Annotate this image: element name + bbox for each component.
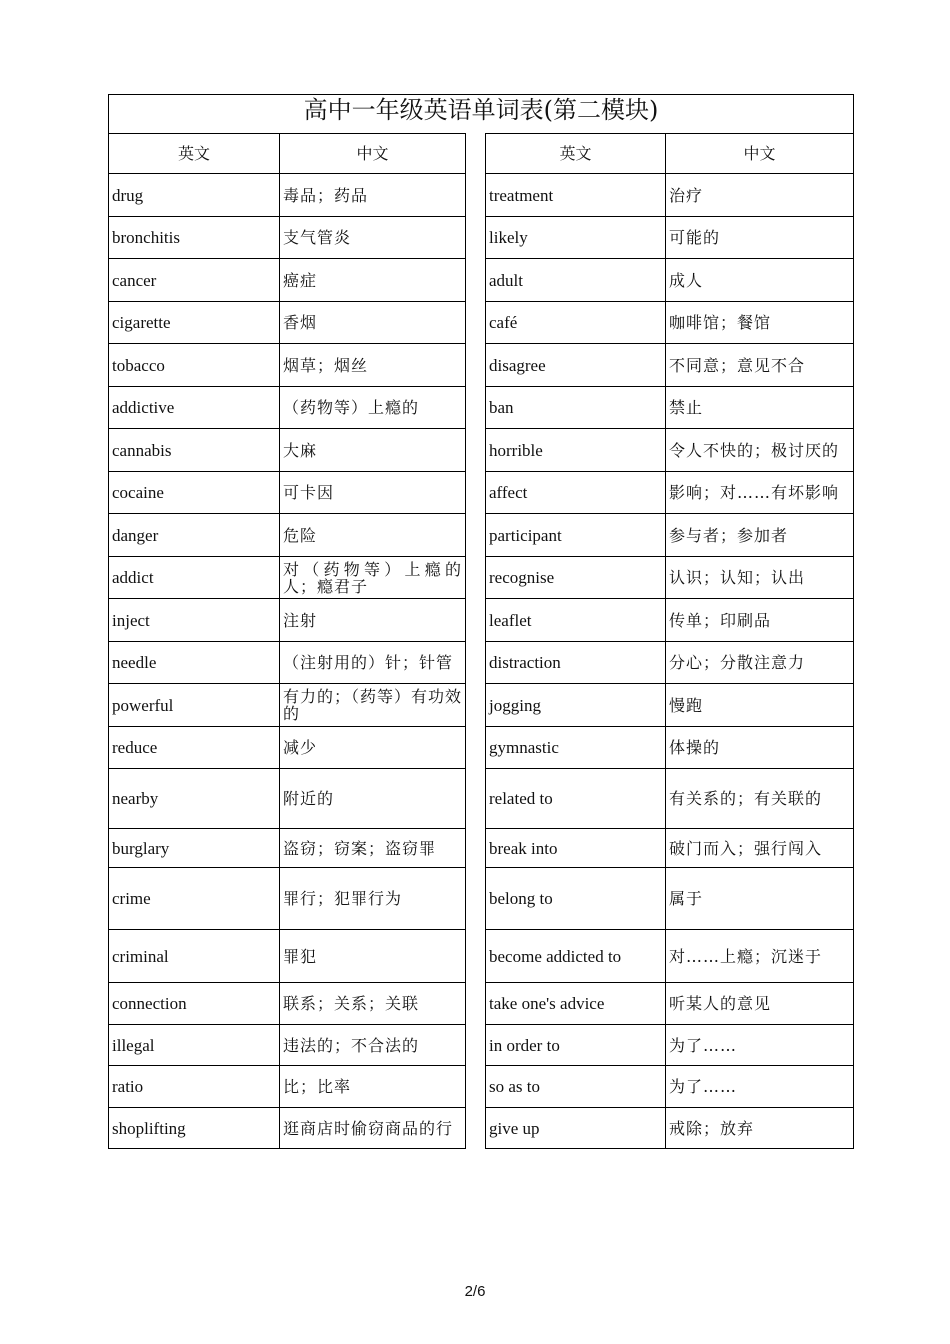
left-word-en: tobacco — [109, 344, 280, 387]
column-gap — [466, 642, 486, 684]
left-word-zh: 注射 — [280, 599, 466, 642]
right-word-en: become addicted to — [486, 930, 666, 983]
column-gap — [466, 387, 486, 429]
column-gap — [466, 429, 486, 472]
left-word-zh: 罪犯 — [280, 930, 466, 983]
left-word-en: cancer — [109, 259, 280, 302]
right-word-zh: 影响；对……有坏影响 — [666, 472, 854, 514]
column-gap — [466, 983, 486, 1025]
right-word-en: affect — [486, 472, 666, 514]
column-gap — [466, 684, 486, 727]
table-row — [109, 727, 854, 769]
left-word-en: crime — [109, 868, 280, 930]
column-gap — [466, 1025, 486, 1066]
left-word-zh: 对（药物等）上瘾的人；瘾君子 — [280, 557, 466, 599]
table-row — [109, 829, 854, 868]
left-word-zh: 大麻 — [280, 429, 466, 472]
table-row — [109, 1025, 854, 1066]
left-word-en: powerful — [109, 684, 280, 727]
left-word-zh: 减少 — [280, 727, 466, 769]
right-word-zh: 慢跑 — [666, 684, 854, 727]
column-gap — [466, 134, 486, 174]
left-word-en: shoplifting — [109, 1108, 280, 1149]
left-word-zh: 比；比率 — [280, 1066, 466, 1108]
right-word-zh: 为了…… — [666, 1066, 854, 1108]
left-word-en: cocaine — [109, 472, 280, 514]
right-word-en: gymnastic — [486, 727, 666, 769]
left-word-en: cigarette — [109, 302, 280, 344]
table-row — [109, 514, 854, 557]
right-header-en: 英文 — [486, 134, 666, 174]
right-word-zh: 咖啡馆；餐馆 — [666, 302, 854, 344]
column-gap — [466, 174, 486, 217]
header-row — [109, 134, 854, 174]
right-word-en: jogging — [486, 684, 666, 727]
left-word-zh: 危险 — [280, 514, 466, 557]
left-word-en: burglary — [109, 829, 280, 868]
table-row — [109, 344, 854, 387]
right-word-zh: 参与者；参加者 — [666, 514, 854, 557]
right-word-zh: 成人 — [666, 259, 854, 302]
column-gap — [466, 344, 486, 387]
page-number: 2/6 — [464, 1283, 486, 1300]
right-word-zh: 对……上瘾；沉迷于 — [666, 930, 854, 983]
table-row — [109, 429, 854, 472]
left-word-zh: 烟草；烟丝 — [280, 344, 466, 387]
left-word-en: inject — [109, 599, 280, 642]
left-word-zh: 盗窃；窃案；盗窃罪 — [280, 829, 466, 868]
column-gap — [466, 829, 486, 868]
column-gap — [466, 868, 486, 930]
left-word-en: bronchitis — [109, 217, 280, 259]
left-word-zh: 违法的；不合法的 — [280, 1025, 466, 1066]
right-word-en: ban — [486, 387, 666, 429]
right-word-en: likely — [486, 217, 666, 259]
right-word-en: belong to — [486, 868, 666, 930]
right-word-zh: 治疗 — [666, 174, 854, 217]
right-word-en: participant — [486, 514, 666, 557]
right-word-en: break into — [486, 829, 666, 868]
left-word-zh: 附近的 — [280, 769, 466, 829]
left-word-en: nearby — [109, 769, 280, 829]
right-word-zh: 认识；认知；认出 — [666, 557, 854, 599]
right-word-en: so as to — [486, 1066, 666, 1108]
column-gap — [466, 1108, 486, 1149]
left-header-zh: 中文 — [280, 134, 466, 174]
left-word-zh: 支气管炎 — [280, 217, 466, 259]
right-word-zh: 为了…… — [666, 1025, 854, 1066]
right-word-zh: 体操的 — [666, 727, 854, 769]
left-word-zh: （药物等）上瘾的 — [280, 387, 466, 429]
right-word-en: adult — [486, 259, 666, 302]
right-word-en: treatment — [486, 174, 666, 217]
table-row — [109, 557, 854, 599]
table-row — [109, 868, 854, 930]
right-word-zh: 破门而入；强行闯入 — [666, 829, 854, 868]
left-word-zh: 香烟 — [280, 302, 466, 344]
left-word-en: illegal — [109, 1025, 280, 1066]
table-row — [109, 642, 854, 684]
column-gap — [466, 930, 486, 983]
table-row — [109, 930, 854, 983]
right-word-zh: 禁止 — [666, 387, 854, 429]
right-word-en: in order to — [486, 1025, 666, 1066]
right-word-zh: 传单；印刷品 — [666, 599, 854, 642]
table-row — [109, 1108, 854, 1149]
left-word-en: criminal — [109, 930, 280, 983]
right-word-en: disagree — [486, 344, 666, 387]
right-word-zh: 听某人的意见 — [666, 983, 854, 1025]
right-word-en: take one's advice — [486, 983, 666, 1025]
left-word-zh: 可卡因 — [280, 472, 466, 514]
table-row — [109, 1066, 854, 1108]
column-gap — [466, 302, 486, 344]
table-row — [109, 259, 854, 302]
table-row — [109, 387, 854, 429]
column-gap — [466, 514, 486, 557]
left-word-en: drug — [109, 174, 280, 217]
right-header-zh: 中文 — [666, 134, 854, 174]
right-word-zh: 有关系的；有关联的 — [666, 769, 854, 829]
right-word-zh: 戒除；放弃 — [666, 1108, 854, 1149]
table-row — [109, 769, 854, 829]
column-gap — [466, 217, 486, 259]
left-word-zh: 癌症 — [280, 259, 466, 302]
right-word-en: horrible — [486, 429, 666, 472]
left-word-en: needle — [109, 642, 280, 684]
vocabulary-table — [108, 133, 854, 1149]
table-row — [109, 174, 854, 217]
column-gap — [466, 557, 486, 599]
left-word-zh: 逛商店时偷窃商品的行 — [280, 1108, 466, 1149]
column-gap — [466, 1066, 486, 1108]
sheet-title: 高中一年级英语单词表(第二模块) — [108, 94, 854, 133]
right-word-en: café — [486, 302, 666, 344]
table-row — [109, 217, 854, 259]
right-word-zh: 分心；分散注意力 — [666, 642, 854, 684]
column-gap — [466, 727, 486, 769]
right-word-en: recognise — [486, 557, 666, 599]
right-word-zh: 可能的 — [666, 217, 854, 259]
left-word-en: cannabis — [109, 429, 280, 472]
column-gap — [466, 599, 486, 642]
table-row — [109, 302, 854, 344]
table-row — [109, 983, 854, 1025]
right-word-en: related to — [486, 769, 666, 829]
left-word-en: danger — [109, 514, 280, 557]
left-word-zh: 罪行；犯罪行为 — [280, 868, 466, 930]
right-word-zh: 不同意；意见不合 — [666, 344, 854, 387]
column-gap — [466, 769, 486, 829]
right-word-zh: 令人不快的；极讨厌的 — [666, 429, 854, 472]
right-word-en: distraction — [486, 642, 666, 684]
table-row — [109, 684, 854, 727]
left-word-zh: 联系；关系；关联 — [280, 983, 466, 1025]
left-word-en: reduce — [109, 727, 280, 769]
column-gap — [466, 259, 486, 302]
left-word-en: addictive — [109, 387, 280, 429]
left-word-en: connection — [109, 983, 280, 1025]
left-header-en: 英文 — [109, 134, 280, 174]
column-gap — [466, 472, 486, 514]
left-word-en: addict — [109, 557, 280, 599]
vocabulary-sheet — [108, 94, 854, 1150]
left-word-zh: 有力的；（药等）有功效的 — [280, 684, 466, 727]
left-word-zh: （注射用的）针；针管 — [280, 642, 466, 684]
table-row — [109, 599, 854, 642]
left-word-zh: 毒品；药品 — [280, 174, 466, 217]
left-word-en: ratio — [109, 1066, 280, 1108]
right-word-en: leaflet — [486, 599, 666, 642]
table-row — [109, 472, 854, 514]
right-word-en: give up — [486, 1108, 666, 1149]
right-word-zh: 属于 — [666, 868, 854, 930]
